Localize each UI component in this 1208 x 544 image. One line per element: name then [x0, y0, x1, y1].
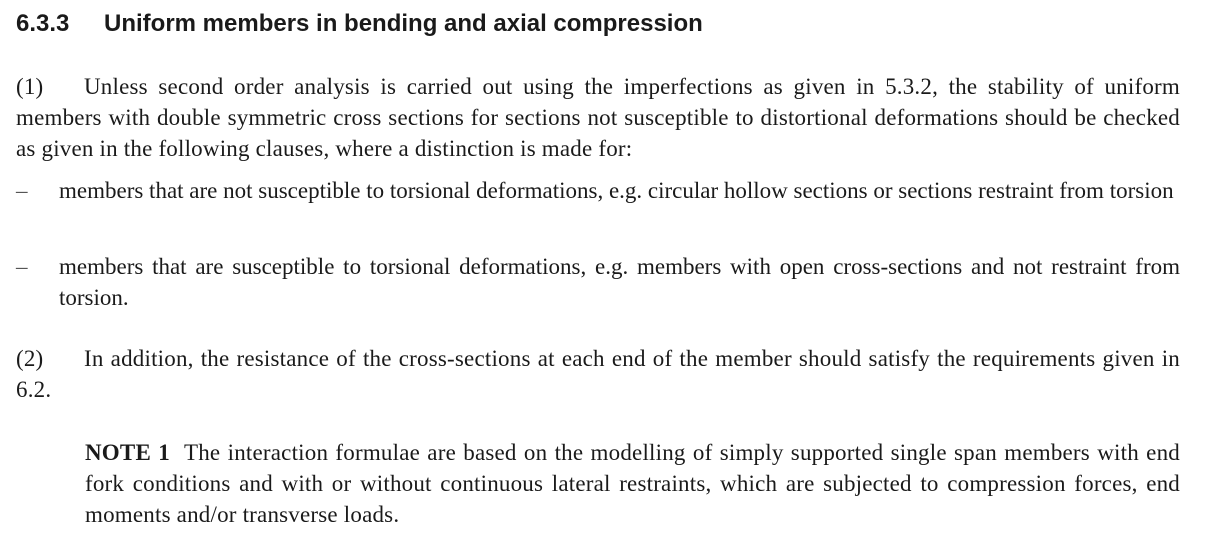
list-item [16, 251, 1180, 313]
clause-2-label: (2) [16, 346, 44, 371]
clause-2-text: In addition, the resistance of the cross-sections at each end of the member should satisfy the requirements given in 6.2. [16, 346, 1180, 402]
list-item-text: members that are susceptible to torsional deformations, e.g. members with open cross-sections and not restraint from torsion. [59, 254, 1180, 310]
section-title: Uniform members in bending and axial compression [104, 10, 703, 37]
section-heading [16, 8, 703, 40]
list-item-text: members that are not susceptible to torsional deformations, e.g. circular hollow sections or sections restraint from torsion [59, 178, 1174, 203]
clause-1-text: Unless second order analysis is carried out using the imperfections as given in 5.3.2, the stability of uniform members with double symmetric cross sections for sections not susceptible to distortional deformations should be checked as given in the following clauses, where a distinction is made for: [16, 74, 1180, 161]
note-1 [85, 437, 1180, 530]
clause-2 [16, 343, 1180, 405]
clause-1 [16, 71, 1180, 164]
section-number: 6.3.3 [16, 10, 70, 37]
note-label: NOTE 1 [85, 440, 170, 465]
bullet-dash-icon: – [16, 254, 28, 279]
clause-1-label: (1) [16, 74, 44, 99]
list-item [16, 175, 1180, 206]
bullet-dash-icon: – [16, 178, 28, 203]
note-text: The interaction formulae are based on the modelling of simply supported single span members with end fork conditions and with or without continuous lateral restraints, which are subjected to compression forces, end moments and/or transverse loads. [85, 440, 1180, 527]
